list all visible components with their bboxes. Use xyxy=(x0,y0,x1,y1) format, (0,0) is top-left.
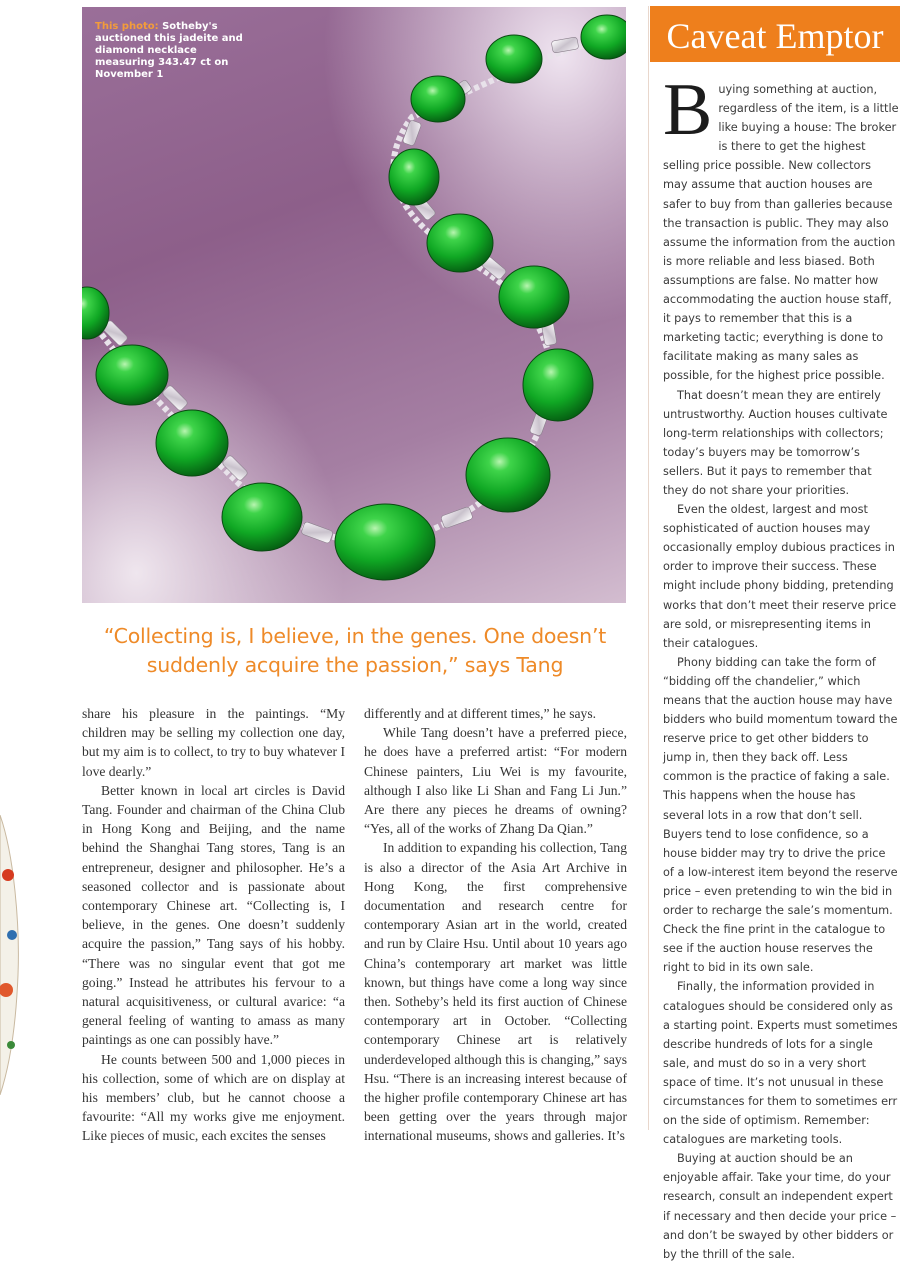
article-paragraph: share his pleasure in the paintings. “My children may be selling my collection one day, but my aim is to collect, to try to buy whatever I love dearly.” xyxy=(82,706,345,779)
vase-image xyxy=(0,815,20,1095)
article-paragraph: He counts between 500 and 1,000 pieces in his collection, some of which are on display at his members’ club, but he cannot choose a favourite: “All my works give me enjoyment. Like pieces of music, each excites the senses xyxy=(82,1051,345,1144)
article-column-left xyxy=(82,704,345,1146)
sidebar-first-text: uying something at auction, regardless of the item, is a little like buying a house: The broker is there to get the highest selling price possible. New collectors may assume that auction houses are safer to buy from than galleries because the transaction is public. They may also assume the information from the auction is more reliable and less biased. Both assumptions are false. No matter how accommodating the auction house staff, it pays to remember that this is a marketing tactic; everything is done to facilitate making as many sales as possible, for the highest price possible. xyxy=(663,83,899,383)
article-paragraph: While Tang doesn’t have a preferred piece, he does have a preferred artist: “For modern Chinese painters, Liu Wei is my favourite, although I also like Li Shan and Fang Li Jun.” Are there any pieces he dreams of owning? “Yes, all of the works of Zhang Da Qian.” xyxy=(364,725,627,837)
sidebar-header xyxy=(650,6,900,62)
sidebar-paragraph: Phony bidding can take the form of “bidding off the chandelier,” which means that the auction house may have bidders who build momentum toward the reserve price to get other bidders to jump in, then they back off. Less common is the practice of faking a sale. This happens when the house has several lots in a row that don’t sell. Buyers tend to lose confidence, so a house bidder may try to drive the price of a low-interest item beyond the reserve price – even pretending to win the bid in order to recharge the sale’s momentum. Check the fine print in the catalogue to see if the auction house reserves the right to bid in its own sale. xyxy=(663,655,898,975)
necklace-illustration xyxy=(82,7,626,603)
sidebar-paragraph: Buying at auction should be an enjoyable affair. Take your time, do your research, consult an independent expert if necessary and then decide your price – and don’t be swayed by other bidders or by the thrill of the sale. xyxy=(663,1152,897,1261)
necklace-photo xyxy=(82,7,626,603)
pull-quote: “Collecting is, I believe, in the genes. One doesn’t suddenly acquire the passion,” says Tang xyxy=(103,624,607,677)
article-paragraph: differently and at different times,” he says. xyxy=(364,706,597,721)
sidebar-paragraph: Even the oldest, largest and most sophisticated of auction houses may occasionally employ dubious practices in order to improve their success. These might include phony bidding, pretending works that don’t meet their reserve price are sold, or misrepresenting items in their catalogues. xyxy=(663,503,897,650)
jade-stones xyxy=(82,15,626,580)
article-paragraph: In addition to expanding his collection, Tang is also a director of the Asia Art Archive in Hong Kong, the first comprehensive documentation and research centre for contemporary Asian art in the world, created and run by Claire Hsu. Until about 10 years ago China’s contemporary art market was little known, but things have come a long way since then. Sotheby’s held its first auction of Chinese contemporary art in October. “Collecting contemporary Chinese art is relatively underdeveloped although this is changing,” says Hsu. “There is an increasing interest because of the higher profile contemporary Chinese art has been getting over the years through major international museums, shows and galleries. It’s xyxy=(364,840,627,1144)
article-paragraph: Better known in local art circles is David Tang. Founder and chairman of the China Club in Hong Kong and Beijing, and the name behind the Shanghai Tang stores, Tang is an entrepreneur, designer and philosopher. He’s a seasoned collector and is passionate about contemporary Chinese art. “Collecting is, I believe, in the genes. One doesn’t suddenly acquire the passion,” Tang says of his hobby. “There was no singular event that got me going.” Instead he attributes his fervour to a natural acquisitiveness, or cultural avarice: “a general feeling of wanting to amass as many paintings as one can possibly have.” xyxy=(82,782,345,1048)
sidebar-paragraph: Finally, the information provided in catalogues should be considered only as a starting point. Experts must sometimes describe hundreds of lots for a single sale, and must do so in a very short space of time. It’s not unusual in these circumstances for them to sometimes err on the side of optimism. Remember: catalogues are marketing tools. xyxy=(663,980,898,1147)
sidebar-paragraph: That doesn’t mean they are entirely untrustworthy. Auction houses cultivate long-term relationships with collectors; today’s buyers may be tomorrow’s sellers. But it pays to remember that they do not share your priorities. xyxy=(663,388,888,497)
sidebar-divider xyxy=(648,6,649,1130)
caption-text: Sotheby's auctioned this jadeite and diamond necklace measuring 343.47 ct on November 1 xyxy=(95,21,243,80)
sidebar-paragraph xyxy=(663,69,899,386)
photo-caption xyxy=(95,21,255,81)
sidebar-body xyxy=(663,69,899,1264)
caption-lead: This photo: xyxy=(95,21,159,32)
article-column-right xyxy=(364,704,627,1146)
sidebar-title: Caveat Emptor xyxy=(666,16,884,56)
drop-cap: B xyxy=(663,69,713,151)
